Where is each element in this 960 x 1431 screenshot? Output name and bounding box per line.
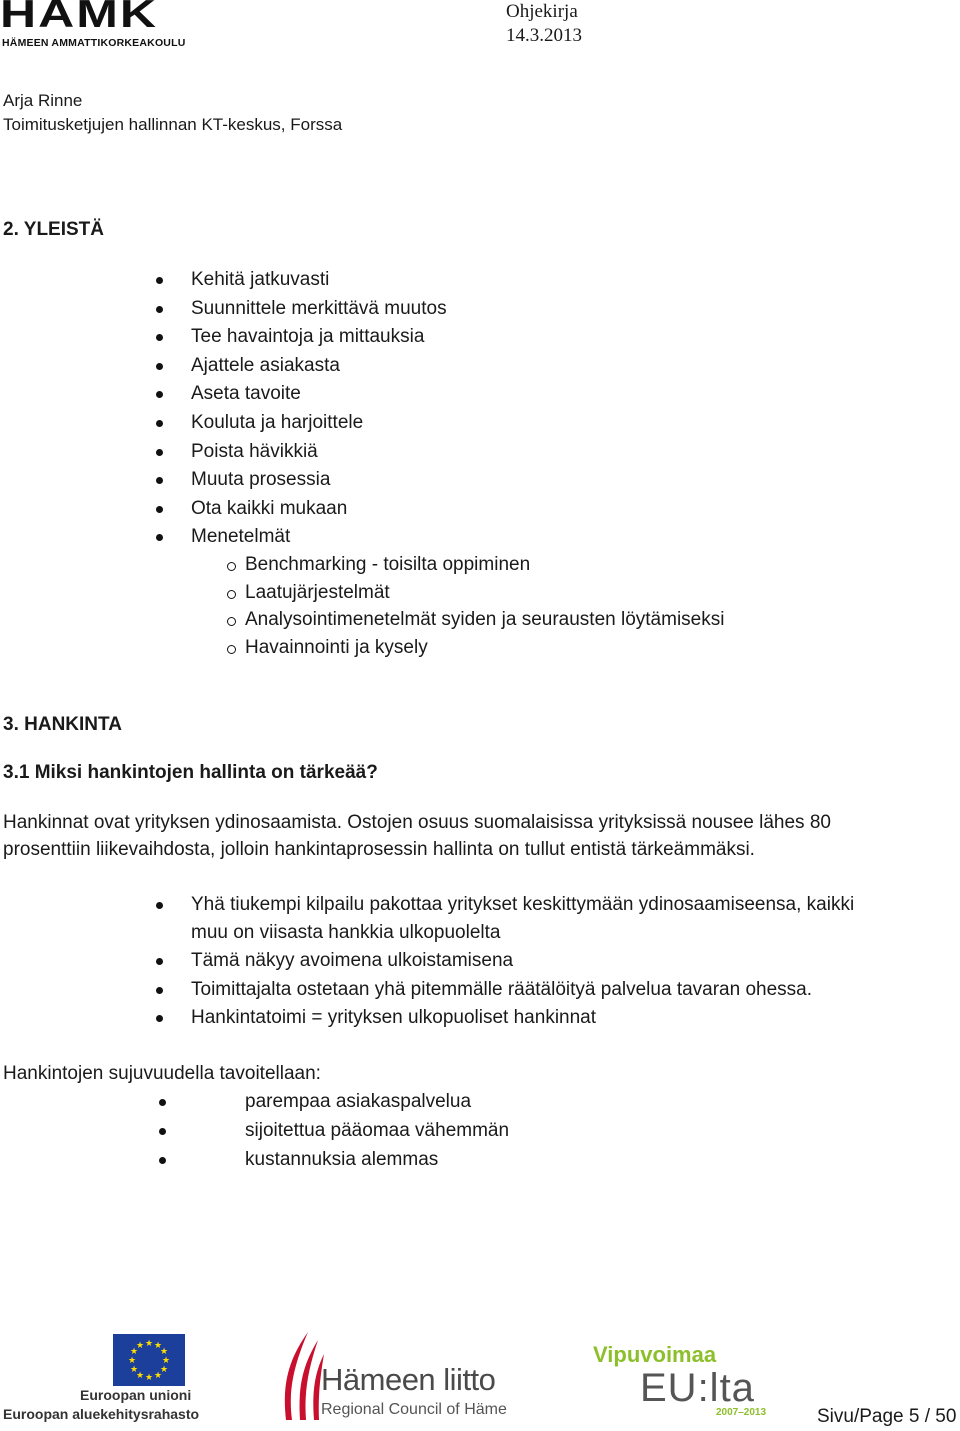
circle-bullet-icon <box>227 617 236 626</box>
list-item-text: Yhä tiukempi kilpailu pakottaa yritykset keskittymään ydinosaamiseensa, kaikki <box>191 894 855 915</box>
svg-text:★: ★ <box>129 1347 139 1357</box>
eu-logo-line-1: Euroopan unioni <box>80 1387 192 1403</box>
list-item <box>0 1148 960 1172</box>
list-item-text: Tämä näkyy avoimena ulkoistamisena <box>191 950 514 971</box>
bullet-icon <box>156 506 163 513</box>
list-item-text: sijoitettua pääomaa vähemmän <box>245 1120 510 1141</box>
page-number: Sivu/Page 5 / 50 <box>817 1406 957 1427</box>
author-name: Arja Rinne <box>3 91 83 110</box>
svg-text:★: ★ <box>153 1341 163 1351</box>
hamk-logo <box>0 0 200 50</box>
list-item <box>0 949 960 973</box>
list-item <box>0 354 960 378</box>
list-item <box>0 1090 960 1114</box>
bullet-icon <box>156 902 163 909</box>
list-item-text: Suunnittele merkittävä muutos <box>191 298 447 319</box>
bullet-icon <box>156 363 163 370</box>
document-date: 14.3.2013 <box>506 25 582 46</box>
list-item <box>0 440 960 464</box>
circle-bullet-icon <box>227 590 236 599</box>
list-item-text: Muuta prosessia <box>191 469 331 490</box>
list-item-text: Hankintatoimi = yrityksen ulkopuoliset hankinnat <box>191 1007 597 1028</box>
sub-list-item-text: Laatujärjestelmät <box>245 582 390 603</box>
bullet-icon <box>156 958 163 965</box>
list-item <box>0 325 960 349</box>
hamk-logo-subtitle: HÄMEEN AMMATTIKORKEAKOULU <box>2 37 186 49</box>
list-item <box>0 411 960 435</box>
svg-text:★: ★ <box>153 1371 163 1381</box>
section-3-heading: 3. HANKINTA <box>3 714 122 735</box>
list-item <box>0 268 960 292</box>
list-item <box>0 1006 960 1030</box>
bullet-icon <box>159 1099 166 1106</box>
list-item-text: parempaa asiakaspalvelua <box>245 1091 472 1112</box>
hameen-liitto-name: Hämeen liitto <box>321 1362 496 1397</box>
paragraph-sentence-1: Hankinnat ovat yrityksen ydinosaamista. <box>3 812 342 833</box>
bullet-icon <box>156 987 163 994</box>
eu-stars-icon <box>113 1334 185 1386</box>
vipuvoimaa-years: 2007–2013 <box>716 1407 767 1418</box>
vipuvoimaa-eu-lta: EU:lta <box>640 1366 755 1410</box>
paragraph-sentence-2: Ostojen osuus suomalaisissa yrityksissä nousee lähes 80 <box>347 812 831 833</box>
bullet-icon <box>156 334 163 341</box>
goals-intro: Hankintojen sujuvuudella tavoitellaan: <box>3 1063 321 1084</box>
svg-text:★: ★ <box>135 1371 145 1381</box>
section-2-heading: 2. YLEISTÄ <box>3 219 105 240</box>
svg-text:★: ★ <box>129 1365 139 1375</box>
bullet-icon <box>156 534 163 541</box>
sub-list-item-text: Benchmarking - toisilta oppiminen <box>245 554 531 575</box>
bullet-icon <box>156 306 163 313</box>
list-item <box>0 893 960 945</box>
svg-text:★: ★ <box>161 1356 171 1366</box>
list-item-text: Ota kaikki mukaan <box>191 498 348 519</box>
circle-bullet-icon <box>227 562 236 571</box>
list-item <box>0 468 960 492</box>
sub-list-item-text: Analysointimenetelmät syiden ja seurausten löytämiseksi <box>245 609 725 630</box>
vipuvoimaa-title: Vipuvoimaa <box>593 1342 717 1367</box>
bullet-icon <box>156 477 163 484</box>
list-item <box>0 1119 960 1143</box>
sub-list-item-text: Havainnointi ja kysely <box>245 637 428 658</box>
bullet-icon <box>156 420 163 427</box>
intro-paragraph-line-2: prosenttiin liikevaihdosta, jolloin hankintaprosessin hallinta on tullut entistä tärkeämmäksi. <box>3 839 755 860</box>
sub-list-item <box>0 553 960 577</box>
sub-list-item <box>0 581 960 605</box>
svg-text:★: ★ <box>135 1341 145 1351</box>
list-item <box>0 525 960 549</box>
list-item <box>0 382 960 406</box>
bullet-icon <box>156 449 163 456</box>
list-item-text: Aseta tavoite <box>191 383 301 404</box>
intro-paragraph-line-1 <box>3 811 831 835</box>
list-item-text: Kehitä jatkuvasti <box>191 269 330 290</box>
list-item-text: kustannuksia alemmas <box>245 1149 439 1170</box>
list-item <box>0 497 960 521</box>
svg-text:★: ★ <box>144 1373 154 1383</box>
hameen-liitto-tagline: Regional Council of Häme <box>321 1401 507 1418</box>
document-type: Ohjekirja <box>506 1 578 22</box>
eu-flag-icon <box>113 1334 185 1386</box>
list-item-text: Menetelmät <box>191 526 291 547</box>
list-item <box>0 978 960 1002</box>
list-item-text: Poista hävikkiä <box>191 441 318 462</box>
sub-list-item <box>0 636 960 660</box>
svg-text:★: ★ <box>127 1356 137 1366</box>
list-item <box>0 297 960 321</box>
bullet-icon <box>159 1128 166 1135</box>
bullet-icon <box>156 391 163 398</box>
svg-text:★: ★ <box>159 1347 169 1357</box>
list-item-text: Toimittajalta ostetaan yhä pitemmälle räätälöityä palvelua tavaran ohessa. <box>191 979 813 1000</box>
hameen-liitto-flame-icon <box>278 1330 326 1422</box>
eu-logo-line-2: Euroopan aluekehitysrahasto <box>3 1406 200 1422</box>
author-affiliation: Toimitusketjujen hallinnan KT-keskus, Forssa <box>3 115 343 134</box>
circle-bullet-icon <box>227 645 236 654</box>
list-item-text: Tee havaintoja ja mittauksia <box>191 326 425 347</box>
bullet-icon <box>159 1157 166 1164</box>
list-item-text: Kouluta ja harjoittele <box>191 412 364 433</box>
bullet-icon <box>156 1015 163 1022</box>
hamk-logo-word: HAMK <box>0 0 158 36</box>
svg-text:★: ★ <box>144 1339 154 1349</box>
section-3-1-heading: 3.1 Miksi hankintojen hallinta on tärkeää? <box>3 762 378 783</box>
list-item-text-continued: muu on viisasta hankkia ulkopuolelta <box>191 922 501 943</box>
svg-text:★: ★ <box>159 1365 169 1375</box>
list-item-text: Ajattele asiakasta <box>191 355 340 376</box>
sub-list-item <box>0 608 960 632</box>
bullet-icon <box>156 277 163 284</box>
